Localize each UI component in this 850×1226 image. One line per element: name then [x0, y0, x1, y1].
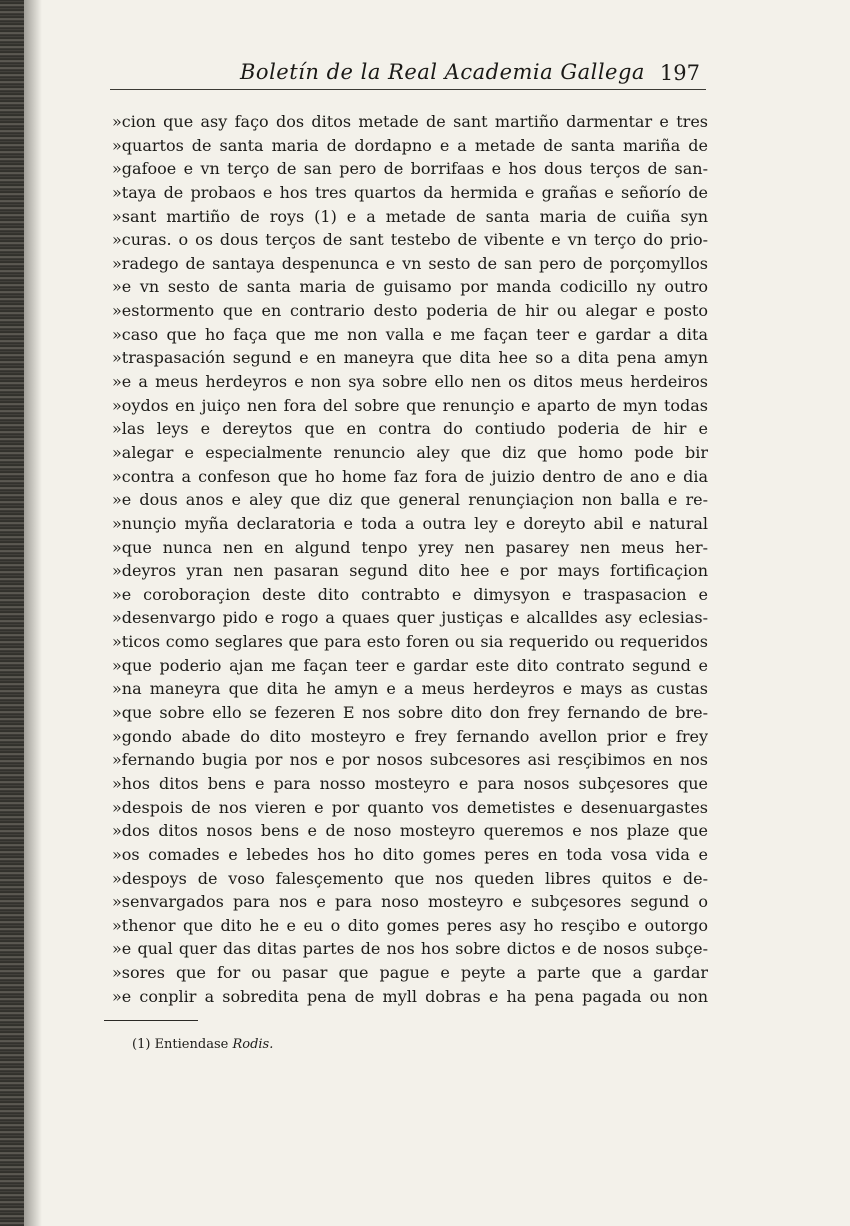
- footnote-italic-word: Rodis.: [232, 1037, 274, 1052]
- text-line: »desenvargo pido e rogo a quaes quer justiças e alcalldes asy eclesias-: [112, 608, 708, 628]
- text-line: »hos ditos bens e para nosso mosteyro e para nosos subçesores que: [112, 773, 708, 793]
- text-line: »e coroboraçion deste dito contrabto e dimysyon e traspasacion e: [112, 584, 708, 604]
- text-line: »gondo abade do dito mosteyro e frey fernando avellon prior e frey: [112, 726, 708, 746]
- page-number: 197: [659, 61, 700, 85]
- text-line: »gafooe e vn terço de san pero de borrifaas e hos dous terços de san-: [112, 159, 708, 179]
- footnote-text: Entiendase: [154, 1037, 229, 1052]
- text-line: »que nunca nen en algund tenpo yrey nen pasarey nen meus her-: [112, 537, 708, 557]
- text-line: »estormento que en contrario desto poderia de hir ou alegar e posto: [112, 301, 708, 321]
- text-line: »sores que for ou pasar que pague e peyte a parte que a gardar: [112, 963, 708, 983]
- text-line: »e qual quer das ditas partes de nos hos sobre dictos e de nosos subçe-: [112, 939, 708, 959]
- text-line: »nunçio myña declaratoria e toda a outra ley e doreyto abil e natural: [112, 513, 708, 533]
- page-binding-edge: [0, 0, 24, 1226]
- text-line: »despois de nos vieren e por quanto vos demetistes e desenuargastes: [112, 797, 708, 817]
- footnote: [132, 1037, 273, 1052]
- text-line: »despoys de voso falesçemento que nos queden libres quitos e de-: [112, 868, 708, 888]
- text-line: »e conplir a sobredita pena de myll dobras e ha pena pagada ou non: [112, 986, 708, 1006]
- header-rule: [110, 89, 706, 90]
- journal-title: Boletín de la Real Academia Gallega: [240, 60, 645, 84]
- text-line: »e vn sesto de santa maria de guisamo por manda codicillo ny outro: [112, 277, 708, 297]
- text-line: »curas. o os dous terços de sant testebo de vibente e vn terço do prio-: [112, 230, 708, 250]
- text-line: »os comades e lebedes hos ho dito gomes peres en toda vosa vida e: [112, 844, 708, 864]
- text-line: »oydos en juiço nen fora del sobre que renunçio e aparto de myn todas: [112, 395, 708, 415]
- text-line: »fernando bugia por nos e por nosos subcesores asi resçibimos en nos: [112, 750, 708, 770]
- text-line: »e dous anos e aley que diz que general renunçiaçion non balla e re-: [112, 490, 708, 510]
- text-line: »thenor que dito he e eu o dito gomes peres asy ho resçibo e outorgo: [112, 915, 708, 935]
- text-line: »sant martiño de roys (1) e a metade de santa maria de cuiña syn: [112, 206, 708, 226]
- text-line: »radego de santaya despenunca e vn sesto de san pero de porçomyllos: [112, 253, 708, 273]
- text-line: »que poderio ajan me façan teer e gardar este dito contrato segund e: [112, 655, 708, 675]
- text-line: »quartos de santa maria de dordapno e a metade de santa mariña de: [112, 135, 708, 155]
- running-header: [110, 58, 706, 92]
- text-line: »deyros yran nen pasaran segund dito hee e por mays fortificaçion: [112, 561, 708, 581]
- text-line: »caso que ho faça que me non valla e me façan teer e gardar a dita: [112, 324, 708, 344]
- text-line: »las leys e dereytos que en contra do contiudo poderia de hir e: [112, 419, 708, 439]
- text-line: »que sobre ello se fezeren E nos sobre dito don frey fernando de bre-: [112, 703, 708, 723]
- page-binding-shadow: [24, 0, 42, 1226]
- text-line: »taya de probaos e hos tres quartos da hermida e grañas e señorío de: [112, 182, 708, 202]
- text-line: »dos ditos nosos bens e de noso mosteyro queremos e nos plaze que: [112, 821, 708, 841]
- document-body: [112, 110, 708, 1008]
- footnote-rule: [104, 1020, 198, 1021]
- text-line: »ticos como seglares que para esto foren ou sia requerido ou requeridos: [112, 632, 708, 652]
- footnote-marker: (1): [132, 1037, 151, 1052]
- text-line: »cion que asy faço dos ditos metade de sant martiño darmentar e tres: [112, 112, 708, 131]
- text-line: »na maneyra que dita he amyn e a meus herdeyros e mays as custas: [112, 679, 708, 699]
- text-line: »traspasación segund e en maneyra que dita hee so a dita pena amyn: [112, 348, 708, 368]
- text-line: »alegar e especialmente renuncio aley que diz que homo pode bir: [112, 442, 708, 462]
- text-line: »senvargados para nos e para noso mosteyro e subçesores segund o: [112, 892, 708, 912]
- text-line: »contra a confeson que ho home faz fora de juizio dentro de ano e dia: [112, 466, 708, 486]
- text-line: »e a meus herdeyros e non sya sobre ello nen os ditos meus herdeiros: [112, 372, 708, 392]
